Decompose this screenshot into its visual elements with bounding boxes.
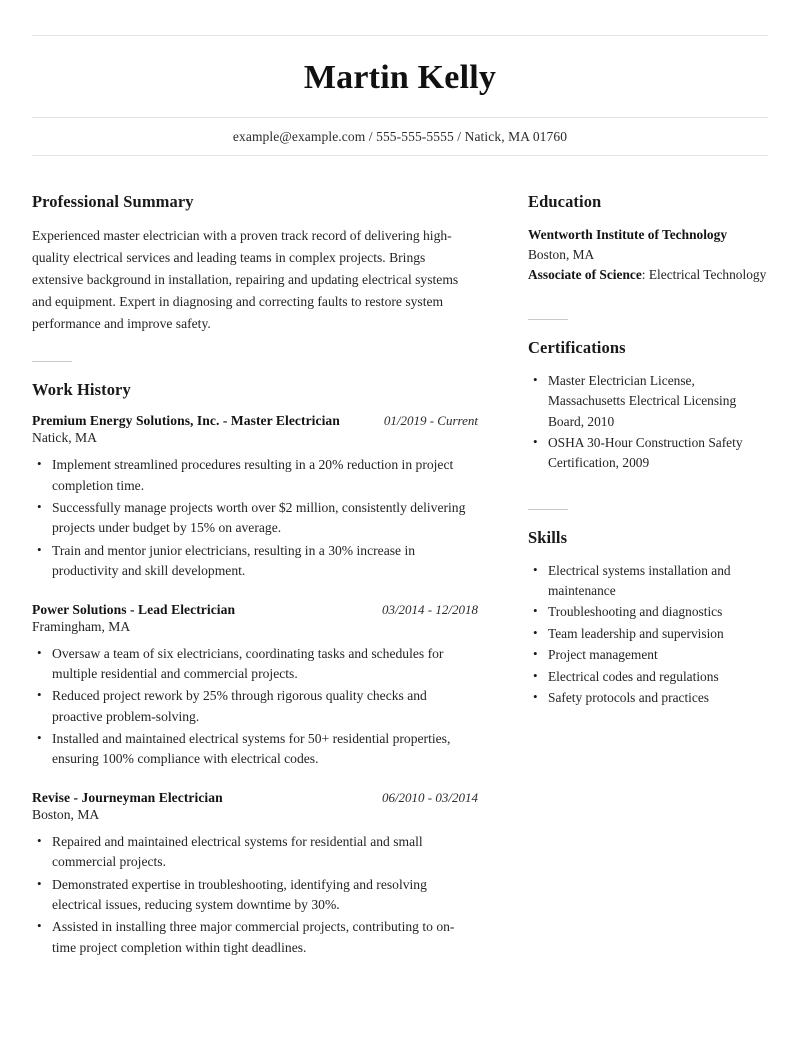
job-location: Natick, MA <box>32 430 97 446</box>
spacer <box>32 335 478 361</box>
name-block <box>32 36 768 117</box>
education-location: Boston, MA <box>528 246 595 262</box>
section-title-skills: Skills <box>528 527 568 547</box>
section-skills <box>528 509 768 709</box>
job-dates: 06/2010 - 03/2014 <box>381 789 478 805</box>
list-item: • Implement streamlined procedures resulting in a 20% reduction in project completion time. <box>32 455 478 496</box>
right-column <box>528 192 768 709</box>
list-item: • Electrical systems installation and maintenance <box>528 561 768 602</box>
list-item: • Troubleshooting and diagnostics <box>528 602 768 622</box>
contact-block <box>32 118 768 155</box>
skills-list <box>528 561 768 709</box>
spacer <box>528 475 768 509</box>
left-column <box>32 192 478 960</box>
list-item: • OSHA 30-Hour Construction Safety Certification, 2009 <box>528 433 768 474</box>
job-title: Premium Energy Solutions, Inc. - Master Electrician <box>32 413 340 429</box>
job-location: Framingham, MA <box>32 618 131 634</box>
list-item: • Oversaw a team of six electricians, coordinating tasks and schedules for multiple residential and commercial projects. <box>32 644 478 685</box>
list-item: • Team leadership and supervision <box>528 624 768 644</box>
header-bottom-rule <box>32 155 768 156</box>
job-headline <box>32 413 478 429</box>
education-degree <box>528 265 768 285</box>
content-columns <box>32 192 768 960</box>
section-title-education: Education <box>528 192 602 212</box>
list-item: • Reduced project rework by 25% through rigorous quality checks and proactive problem-solving. <box>32 686 478 727</box>
job-bullet-list <box>32 455 478 581</box>
job-title: Revise - Journeyman Electrician <box>32 789 223 805</box>
section-divider-work-history <box>32 361 72 362</box>
section-divider-certifications <box>528 319 568 320</box>
education-degree-field: : Electrical Technology <box>641 266 767 282</box>
list-item: • Demonstrated expertise in troubleshooting, identifying and resolving electrical issues, reducing system downtime by 30%. <box>32 875 478 916</box>
section-professional-summary <box>32 192 478 335</box>
list-item: • Project management <box>528 645 768 665</box>
list-item: • Safety protocols and practices <box>528 688 768 708</box>
list-item: • Master Electrician License, Massachusetts Electrical Licensing Board, 2010 <box>528 371 768 432</box>
education-school: Wentworth Institute of Technology <box>528 227 728 243</box>
list-item: • Electrical codes and regulations <box>528 667 768 687</box>
job-dates: 01/2019 - Current <box>383 413 478 429</box>
list-item: • Assisted in installing three major commercial projects, contributing to on-time project completion within tight deadlines. <box>32 917 478 958</box>
work-history-entry <box>32 790 478 958</box>
section-title-work-history: Work History <box>32 380 131 400</box>
contact-line: example@example.com / 555-555-5555 / Natick, MA 01760 <box>232 129 568 145</box>
work-history-entry <box>32 602 478 770</box>
professional-summary-text: Experienced master electrician with a proven track record of delivering high-quality electrical services and leading teams in complex projects. Brings extensive background in installation, repairing and updating electrical systems and equipment. Expert in diagnosing and correcting faults to restore system performance and improve safety. <box>32 228 459 332</box>
section-divider-skills <box>528 509 568 510</box>
job-headline <box>32 602 478 618</box>
job-location: Boston, MA <box>32 806 100 822</box>
job-bullet-list <box>32 832 478 958</box>
list-item: • Installed and maintained electrical systems for 50+ residential properties, ensuring 100% compliance with electrical codes. <box>32 729 478 770</box>
job-headline <box>32 790 478 806</box>
section-education <box>528 192 768 285</box>
spacer <box>528 285 768 319</box>
section-title-professional-summary: Professional Summary <box>32 192 194 212</box>
page-title: Martin Kelly <box>303 59 497 96</box>
certifications-list <box>528 371 768 474</box>
job-title: Power Solutions - Lead Electrician <box>32 601 236 617</box>
section-certifications <box>528 319 768 474</box>
list-item: • Train and mentor junior electricians, resulting in a 30% increase in productivity and skill development. <box>32 541 478 582</box>
resume-page <box>0 35 800 1057</box>
list-item: • Successfully manage projects worth over $2 million, consistently delivering projects under budget by 15% on average. <box>32 498 478 539</box>
education-degree-label: Associate of Science <box>528 266 642 282</box>
section-title-certifications: Certifications <box>528 337 626 357</box>
work-history-entry <box>32 413 478 581</box>
job-dates: 03/2014 - 12/2018 <box>381 601 478 617</box>
list-item: • Repaired and maintained electrical systems for residential and small commercial projects. <box>32 832 478 873</box>
job-bullet-list <box>32 644 478 770</box>
section-work-history <box>32 361 478 958</box>
